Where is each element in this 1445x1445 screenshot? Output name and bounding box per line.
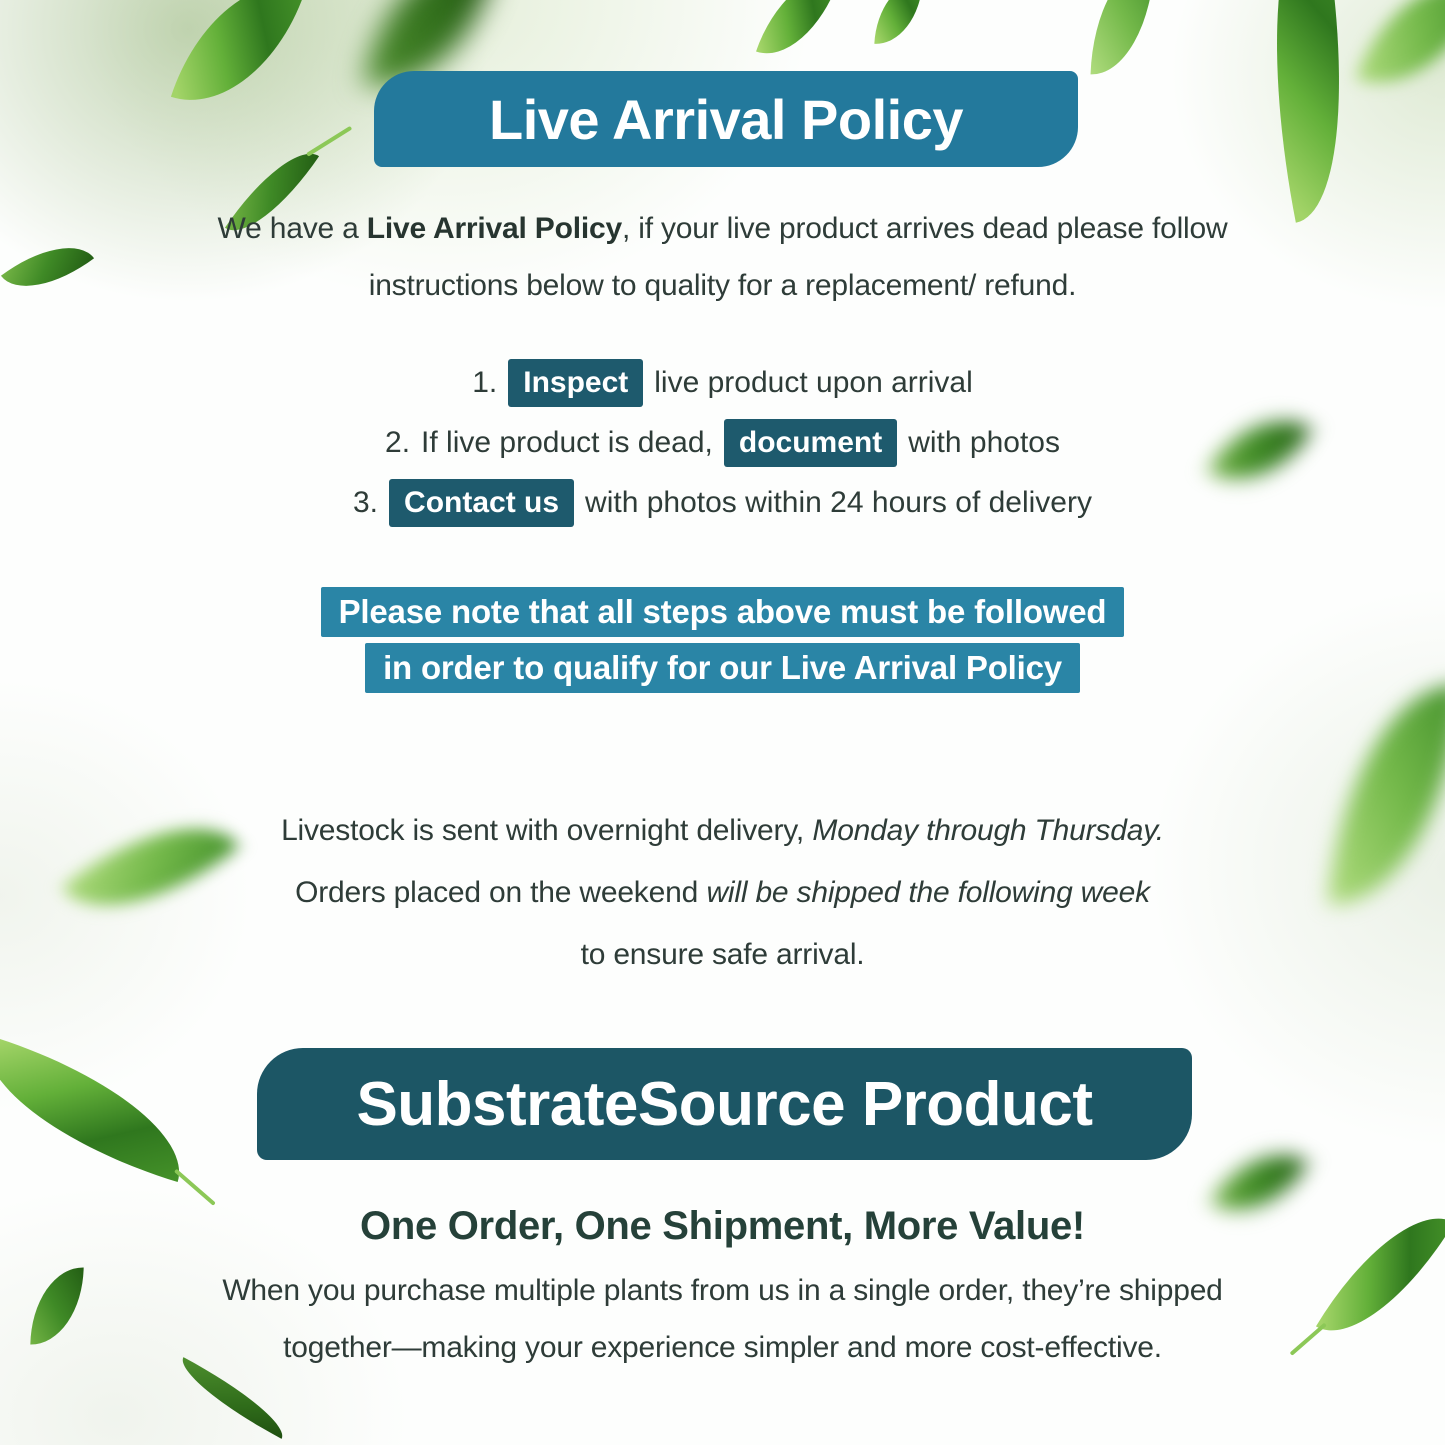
- shipping-line-2: Orders placed on the weekend will be shipped the following week: [295, 876, 1150, 909]
- step-chip-contact-us: Contact us: [389, 479, 574, 527]
- note-line-1: Please note that all steps above must be followed: [321, 587, 1125, 637]
- intro-line-2: instructions below to quality for a replacement/ refund.: [368, 269, 1077, 302]
- intro-text: [0, 200, 1445, 314]
- note-line-2: in order to qualify for our Live Arrival Policy: [365, 643, 1080, 693]
- step-chip-inspect: Inspect: [508, 359, 643, 407]
- step-chip-document: document: [724, 419, 897, 467]
- step-item-2: [385, 415, 1060, 471]
- step-item-1: [472, 355, 973, 411]
- step-number: 2.: [385, 426, 411, 459]
- live-arrival-policy-banner: [374, 71, 1078, 167]
- shipping-line-3: to ensure safe arrival.: [580, 938, 865, 971]
- step-number: 1.: [472, 366, 498, 399]
- value-line-2: together—making your experience simpler and more cost-effective.: [283, 1331, 1162, 1364]
- value-heading: One Order, One Shipment, More Value!: [360, 1204, 1085, 1248]
- note-highlight-block: [0, 584, 1445, 696]
- step-text: If live product is dead,: [421, 426, 713, 459]
- shipping-line-1: Livestock is sent with overnight delivery, Monday through Thursday.: [281, 814, 1164, 847]
- shipping-info: [0, 800, 1445, 986]
- step-text: live product upon arrival: [654, 366, 973, 399]
- substratesource-product-banner: [257, 1048, 1192, 1160]
- intro-line-1: We have a Live Arrival Policy, if your live product arrives dead please follow: [217, 212, 1228, 245]
- substratesource-product-title: SubstrateSource Product: [356, 1069, 1093, 1139]
- step-number: 3.: [353, 486, 379, 519]
- steps-list: [0, 355, 1445, 531]
- step-text: with photos: [908, 426, 1060, 459]
- value-body: [0, 1262, 1445, 1376]
- step-text: with photos within 24 hours of delivery: [585, 486, 1092, 519]
- intro-bold-policy: Live Arrival Policy: [366, 212, 622, 245]
- live-arrival-policy-title: Live Arrival Policy: [489, 87, 963, 151]
- value-line-1: When you purchase multiple plants from us in a single order, they’re shipped: [222, 1274, 1223, 1307]
- step-item-3: [353, 475, 1092, 531]
